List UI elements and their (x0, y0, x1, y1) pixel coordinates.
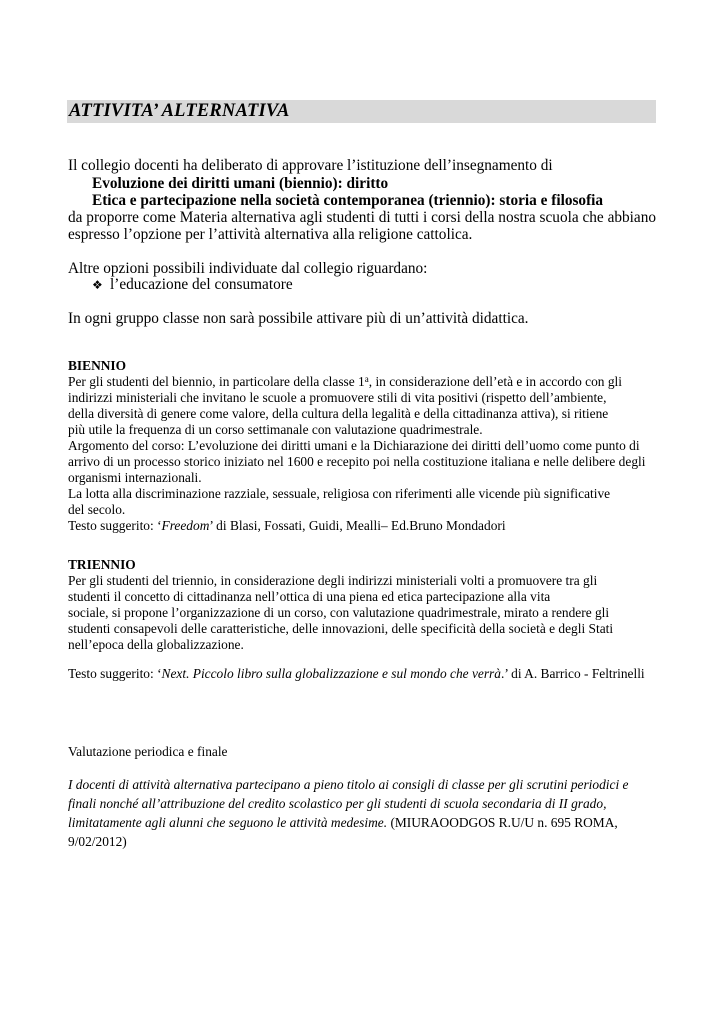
biennio-line-9: del secolo. (68, 502, 126, 517)
group-note: In ogni gruppo classe non sarà possibile attivare più di un’attività didattica. (68, 310, 529, 327)
valutazione-line-4: 9/02/2012) (68, 834, 127, 849)
triennio-heading: TRIENNIO (68, 557, 136, 572)
biennio-line-1 (68, 374, 622, 391)
options-list-item (92, 276, 293, 294)
triennio-text-prefix: Testo suggerito: ‘ (68, 666, 162, 681)
biennio-book-title: Freedom (161, 518, 210, 533)
triennio-suggested-text (68, 666, 645, 683)
biennio-line-2: indirizzi ministeriali che invitano le scuole a promuovere stili di vita positivi (rispetto dell’ambiente, (68, 390, 607, 405)
biennio-line-1-a: Per gli studenti del biennio, in particolare della classe 1 (68, 374, 365, 389)
triennio-text-suffix: .’ di A. Barrico - Feltrinelli (500, 666, 645, 681)
biennio-superscript: a (364, 374, 369, 384)
intro-line-1: Il collegio docenti ha deliberato di approvare l’istituzione dell’insegnamento di (68, 157, 553, 174)
valutazione-line-2: finali nonché all’attribuzione del credito scolastico per gli studenti di scuola secondaria di II grado, (68, 796, 607, 811)
biennio-heading: BIENNIO (68, 358, 127, 373)
options-item-text: l’educazione del consumatore (110, 276, 293, 293)
valutazione-line-3-ref: (MIURAOODGOS R.U/U n. 695 ROMA, (387, 815, 618, 830)
intro-line-2: da proporre come Materia alternativa agli studenti di tutti i corsi della nostra scuola che abbiano (68, 209, 656, 226)
diamond-bullet-icon: ❖ (92, 278, 103, 292)
biennio-line-4: più utile la frequenza di un corso settimanale con valutazione quadrimestrale. (68, 422, 483, 437)
biennio-line-3: della diversità di genere come valore, della cultura della legalità e della cittadinanza attiva), si ritiene (68, 406, 609, 421)
valutazione-line-1: I docenti di attività alternativa partecipano a pieno titolo ai consigli di classe per gli scrutini periodici e (68, 777, 629, 792)
biennio-line-5: Argomento del corso: L’evoluzione dei diritti umani e la Dichiarazione dei diritti dell’uomo come punto di (68, 438, 640, 453)
intro-bold-2: Etica e partecipazione nella società contemporanea (triennio): storia e filosofia (92, 192, 604, 209)
biennio-line-6: arrivo di un processo storico iniziato nel 1600 e recepito poi nella costituzione italiana e nelle delibere degli (68, 454, 646, 469)
biennio-suggested-text (68, 518, 506, 535)
triennio-line-1: Per gli studenti del triennio, in considerazione degli indirizzi ministeriali volti a promuovere tra gli (68, 573, 598, 588)
title-bar (67, 100, 656, 123)
intro-bold-1: Evoluzione dei diritti umani (biennio): diritto (92, 175, 389, 192)
intro-line-3: espresso l’opzione per l’attività alternativa alla religione cattolica. (68, 226, 473, 243)
valutazione-heading: Valutazione periodica e finale (68, 744, 228, 759)
biennio-text-suffix: ’ di Blasi, Fossati, Guidi, Mealli– Ed.Bruno Mondadori (209, 518, 506, 533)
triennio-line-3: sociale, si propone l’organizzazione di un corso, con valutazione quadrimestrale, mirato a rendere gli (68, 605, 610, 620)
triennio-line-4: studenti consapevoli delle caratteristiche, delle innovazioni, delle specificità della società e degli Stati (68, 621, 614, 636)
biennio-line-1-b: , in considerazione dell’età e in accordo con gli (368, 374, 622, 389)
triennio-line-5: nell’epoca della globalizzazione. (68, 637, 244, 652)
page-title: ATTIVITA’ ALTERNATIVA (69, 101, 290, 121)
options-heading: Altre opzioni possibili individuate dal collegio riguardano: (68, 260, 428, 277)
valutazione-line-3-italic: limitatamente agli alunni che seguono le attività medesime. (68, 815, 388, 830)
biennio-line-8: La lotta alla discriminazione razziale, sessuale, religiosa con riferimenti alle vicende più significative (68, 486, 611, 501)
valutazione-line-3 (68, 813, 618, 832)
triennio-line-2: studenti il concetto di cittadinanza nell’ottica di una piena ed etica partecipazione alla vita (68, 589, 551, 604)
biennio-line-7: organismi internazionali. (68, 470, 202, 485)
biennio-text-prefix: Testo suggerito: ‘ (68, 518, 162, 533)
triennio-book-title: Next. Piccolo libro sulla globalizzazione e sul mondo che verrà (161, 666, 501, 681)
